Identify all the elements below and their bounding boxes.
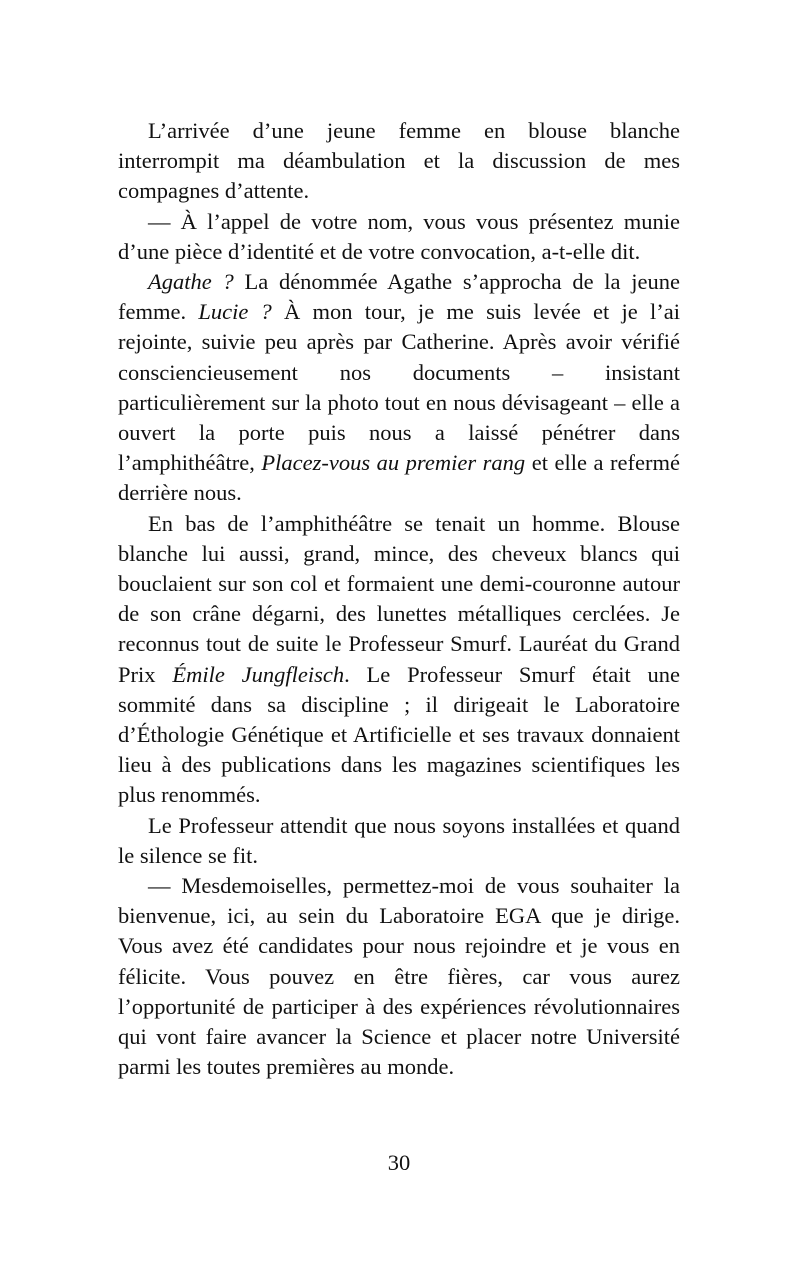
body-text [118, 116, 680, 1083]
paragraph [118, 207, 680, 267]
paragraph [118, 811, 680, 871]
italic-text: Placez-vous au premier rang [261, 450, 526, 476]
italic-text: Agathe ? [148, 269, 234, 295]
text-run: — Mesdemoiselles, permettez-moi de vous souhaiter la bienvenue, ici, au sein du Laboratoire EGA que je dirige. Vous avez été candidates pour nous rejoindre et je vous en félicite. Vous pouvez en être fières, car vous aurez l’opportunité de participer à des expériences révolutionnaires qui vont faire avancer la Science et placer notre Université parmi les toutes premières au monde. [118, 873, 680, 1080]
text-run: La dénommée Agathe s’approcha de la jeune femme. [118, 269, 681, 325]
text-run: L’arrivée d’une jeune femme en blouse blanche interrompit ma déambulation et la discussion de mes compagnes d’attente. [118, 118, 680, 204]
paragraph [118, 116, 680, 207]
paragraph [118, 871, 680, 1082]
paragraph [118, 267, 680, 509]
text-run: Le Professeur attendit que nous soyons installées et quand le silence se fit. [118, 812, 680, 868]
text-run: — À l’appel de votre nom, vous vous présentez munie d’une pièce d’identité et de votre convocation, a-t-elle dit. [118, 208, 680, 264]
paragraph [118, 509, 680, 811]
text-run: . Le Professeur Smurf était une sommité dans sa discipline ; il dirigeait le Laboratoire d’Éthologie Génétique et Artificielle et ses travaux donnaient lieu à des publications dans les magazines scientifiques les plus renommés. [118, 661, 681, 808]
text-run: et elle a refermé derrière nous. [118, 450, 680, 506]
page-number: 30 [387, 1150, 411, 1175]
italic-text: Émile Jungfleisch [172, 661, 345, 687]
text-run: En bas de l’amphithéâtre se tenait un homme. Blouse blanche lui aussi, grand, mince, des cheveux blancs qui bouclaient sur son col et formaient une demi-couronne autour de son crâne dégarni, des lunettes métalliques cerclées. Je reconnus tout de suite le Professeur Smurf. Lauréat du Grand Prix [118, 510, 680, 687]
italic-text: Lucie ? [198, 299, 272, 325]
text-run: À mon tour, je me suis levée et je l’ai rejointe, suivie peu après par Catherine. Après avoir vérifié consciencieusement nos documents – insistant particulièrement sur la photo tout en nous dévisageant – elle a ouvert la porte puis nous a laissé pénétrer dans l’amphithéâtre, [118, 299, 680, 476]
